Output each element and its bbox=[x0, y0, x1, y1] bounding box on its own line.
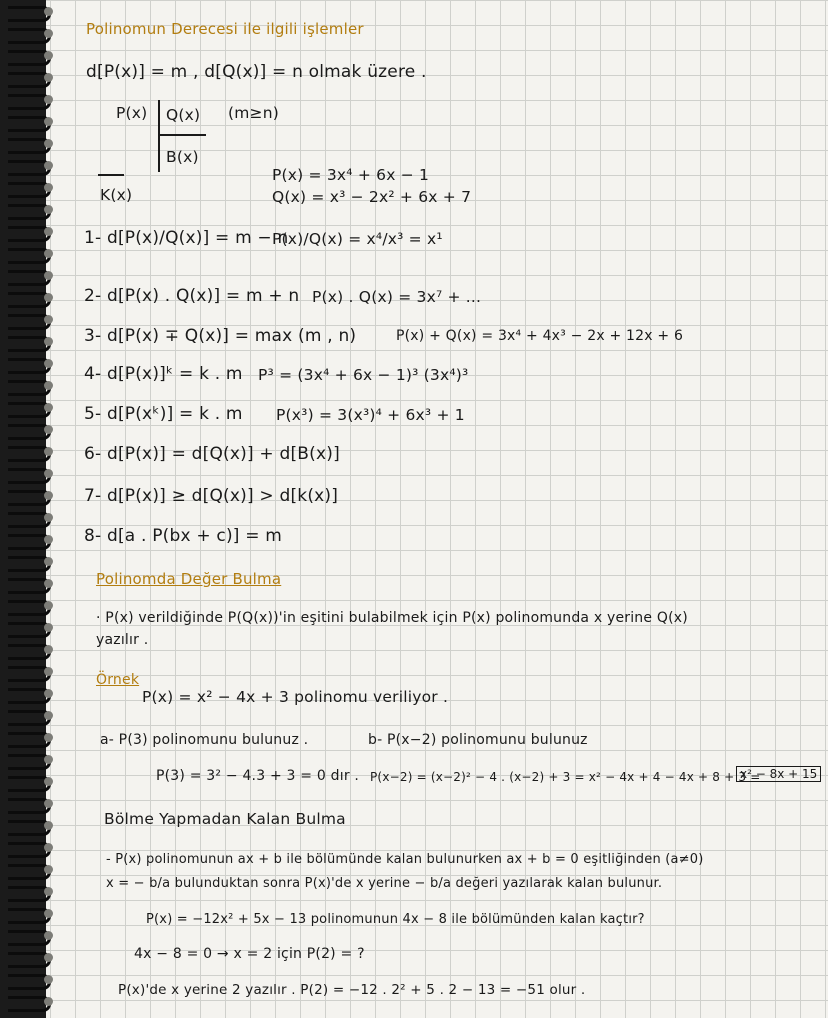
division-vertical-line bbox=[158, 100, 160, 172]
division-remainder-line bbox=[98, 174, 124, 176]
spiral-hole bbox=[44, 249, 53, 258]
question-a: a- P(3) polinomunu bulunuz . bbox=[100, 732, 309, 748]
example-def-p: P(x) = 3x⁴ + 6x − 1 bbox=[272, 166, 430, 184]
spiral-hole bbox=[44, 425, 53, 434]
spiral-hole bbox=[44, 975, 53, 984]
spiral-hole bbox=[44, 887, 53, 896]
section3-step: 4x − 8 = 0 → x = 2 için P(2) = ? bbox=[134, 946, 365, 962]
rule-label: 3- d[P(x) ∓ Q(x)] = max (m , n) bbox=[84, 326, 357, 346]
spiral-hole bbox=[44, 227, 53, 236]
spiral-hole bbox=[44, 997, 53, 1006]
spiral-hole bbox=[44, 909, 53, 918]
spiral-hole bbox=[44, 623, 53, 632]
division-horizontal-line bbox=[158, 134, 206, 136]
rule-label: 8- d[a . P(bx + c)] = m bbox=[84, 526, 283, 546]
division-condition: (m≥n) bbox=[228, 104, 280, 122]
spiral-hole bbox=[44, 447, 53, 456]
spiral-hole bbox=[44, 161, 53, 170]
spiral-hole bbox=[44, 73, 53, 82]
spiral-hole bbox=[44, 7, 53, 16]
spiral-hole bbox=[44, 205, 53, 214]
spiral-hole bbox=[44, 953, 53, 962]
spiral-hole bbox=[44, 865, 53, 874]
page-title: Polinomun Derecesi ile ilgili işlemler bbox=[86, 20, 364, 38]
spiral-hole bbox=[44, 381, 53, 390]
division-dividend: P(x) bbox=[116, 104, 148, 122]
rule-label: 1- d[P(x)/Q(x)] = m − n bbox=[84, 228, 289, 248]
spiral-hole bbox=[44, 579, 53, 588]
spiral-hole bbox=[44, 491, 53, 500]
spiral-hole bbox=[44, 359, 53, 368]
spiral-hole bbox=[44, 51, 53, 60]
spiral-hole bbox=[44, 689, 53, 698]
answer-b-boxed-result: x² − 8x + 15 bbox=[736, 766, 821, 782]
spiral-hole bbox=[44, 183, 53, 192]
answer-b: P(x−2) = (x−2)² − 4 . (x−2) + 3 = x² − 4x + 4 − 4x + 8 + 3 = bbox=[370, 770, 761, 784]
rule-example-note: P(x³) = 3(x³)⁴ + 6x³ + 1 bbox=[276, 406, 465, 424]
spiral-hole bbox=[44, 469, 53, 478]
rule-label: 6- d[P(x)] = d[Q(x)] + d[B(x)] bbox=[84, 444, 340, 464]
spiral-hole bbox=[44, 557, 53, 566]
spiral-hole bbox=[44, 29, 53, 38]
rule-example-note: P(x)/Q(x) = x⁴/x³ = x¹ bbox=[272, 230, 443, 248]
example-statement: P(x) = x² − 4x + 3 polinomu veriliyor . bbox=[142, 688, 449, 706]
example-def-q: Q(x) = x³ − 2x² + 6x + 7 bbox=[272, 188, 472, 206]
section3-final: P(x)'de x yerine 2 yazılır . P(2) = −12 . 2² + 5 . 2 − 13 = −51 olur . bbox=[118, 982, 586, 998]
section2-text-2: yazılır . bbox=[96, 632, 149, 648]
rule-label: 5- d[P(xᵏ)] = k . m bbox=[84, 404, 243, 424]
spiral-hole bbox=[44, 513, 53, 522]
spiral-hole bbox=[44, 403, 53, 412]
section3-question: P(x) = −12x² + 5x − 13 polinomunun 4x − 8 ile bölümünden kalan kaçtır? bbox=[146, 912, 645, 927]
spiral-hole bbox=[44, 843, 53, 852]
spiral-hole bbox=[44, 535, 53, 544]
rule-example-note: P³ = (3x⁴ + 6x − 1)³ (3x⁴)³ bbox=[258, 366, 469, 384]
spiral-hole bbox=[44, 139, 53, 148]
answer-a: P(3) = 3² − 4.3 + 3 = 0 dır . bbox=[156, 768, 360, 784]
rule-example-note: P(x) + Q(x) = 3x⁴ + 4x³ − 2x + 12x + 6 bbox=[396, 328, 684, 344]
spiral-hole bbox=[44, 821, 53, 830]
spiral-hole bbox=[44, 293, 53, 302]
spiral-hole bbox=[44, 315, 53, 324]
spiral-hole bbox=[44, 645, 53, 654]
spiral-hole bbox=[44, 667, 53, 676]
spiral-hole bbox=[44, 337, 53, 346]
section2-text-1: · P(x) verildiğinde P(Q(x))'in eşitini bulabilmek için P(x) polinomunda x yerine Q(x) bbox=[96, 610, 688, 626]
spiral-hole bbox=[44, 271, 53, 280]
division-remainder: K(x) bbox=[100, 186, 133, 204]
section-heading-value: Polinomda Değer Bulma bbox=[96, 570, 282, 588]
spiral-hole bbox=[44, 95, 53, 104]
spiral-hole bbox=[44, 755, 53, 764]
spiral-hole bbox=[44, 799, 53, 808]
spiral-hole bbox=[44, 117, 53, 126]
spiral-hole bbox=[44, 733, 53, 742]
rule-example-note: P(x) . Q(x) = 3x⁷ + ... bbox=[312, 288, 482, 306]
section3-text-1: - P(x) polinomunun ax + b ile bölümünde kalan bulunurken ax + b = 0 eşitliğinden (a≠0) bbox=[106, 852, 704, 867]
rule-label: 2- d[P(x) . Q(x)] = m + n bbox=[84, 286, 300, 306]
division-quotient: B(x) bbox=[166, 148, 199, 166]
question-b: b- P(x−2) polinomunu bulunuz bbox=[368, 732, 588, 748]
spiral-hole bbox=[44, 777, 53, 786]
section3-text-2: x = − b/a bulunduktan sonra P(x)'de x yerine − b/a değeri yazılarak kalan bulunur. bbox=[106, 876, 663, 891]
division-divisor: Q(x) bbox=[166, 106, 201, 124]
spiral-hole bbox=[44, 601, 53, 610]
notebook-spiral-binding bbox=[0, 0, 46, 1018]
section3-heading: Bölme Yapmadan Kalan Bulma bbox=[104, 810, 346, 828]
rule-label: 7- d[P(x)] ≥ d[Q(x)] > d[k(x)] bbox=[84, 486, 339, 506]
example-label: Örnek bbox=[96, 672, 140, 688]
spiral-hole bbox=[44, 931, 53, 940]
rule-label: 4- d[P(x)]ᵏ = k . m bbox=[84, 364, 243, 384]
spiral-hole bbox=[44, 711, 53, 720]
intro-line: d[P(x)] = m , d[Q(x)] = n olmak üzere . bbox=[86, 62, 427, 82]
